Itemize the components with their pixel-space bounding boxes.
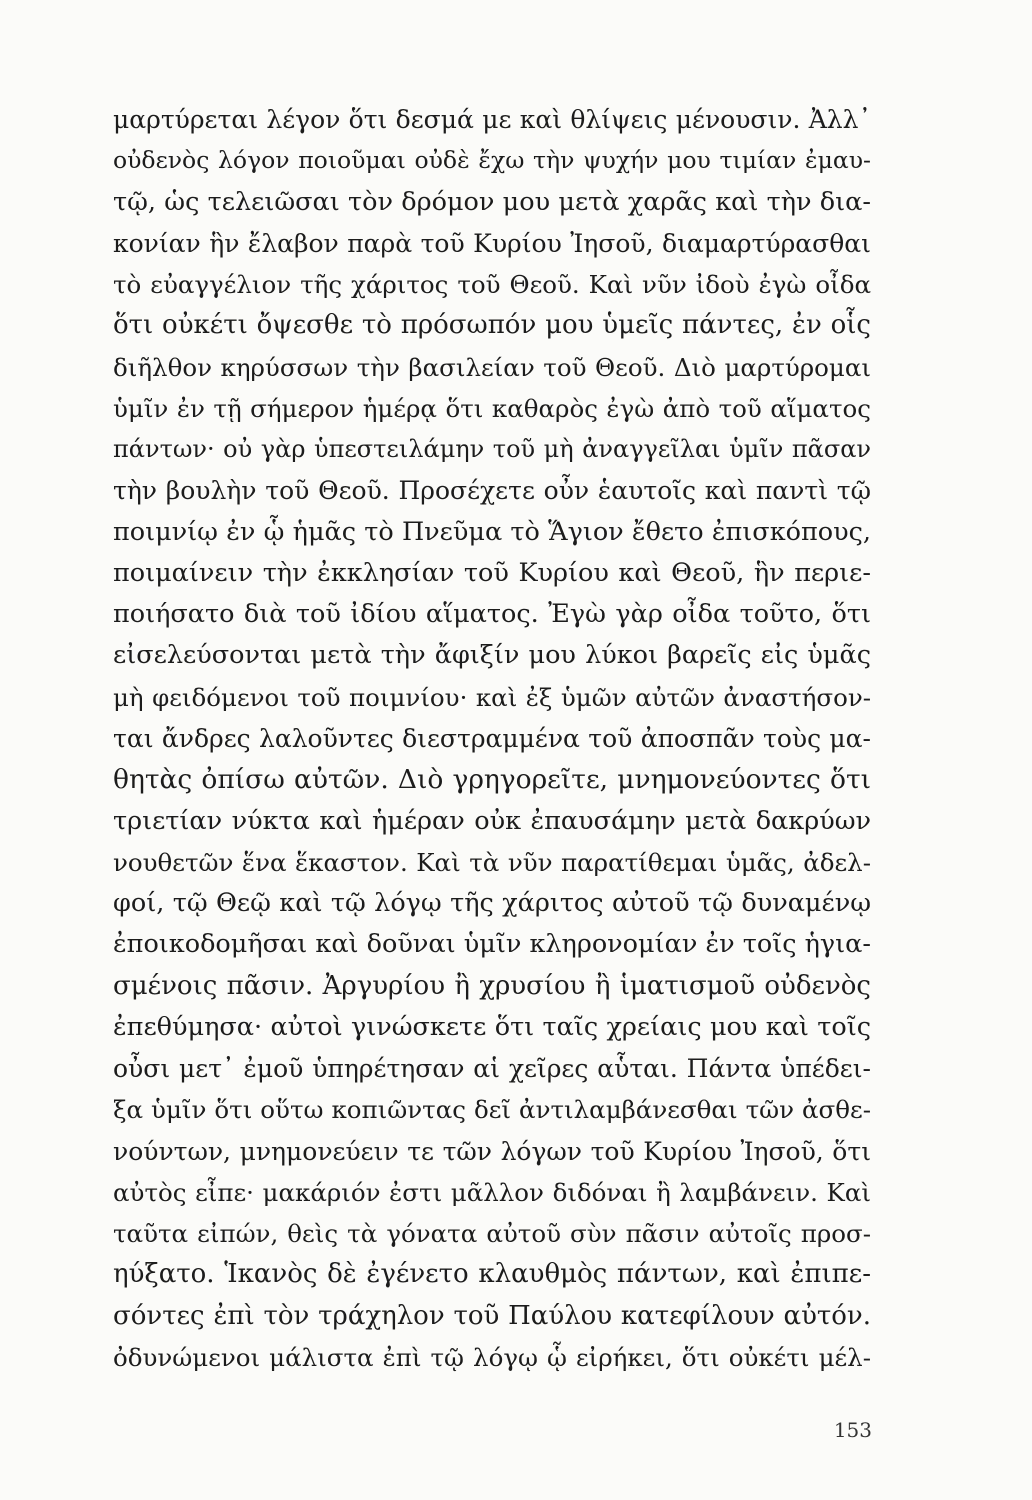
text-line: ξα ὑμῖν ὅτι οὕτω κοπιῶντας δεῖ ἀντιλαμβάνεσθαι τῶν ἀσθε- — [113, 1095, 871, 1125]
text-line: μὴ φειδόμενοι τοῦ ποιμνίου· καὶ ἐξ ὑμῶν αὐτῶν ἀναστήσον- — [113, 682, 871, 712]
text-line: ὅτι οὐκέτι ὄψεσθε τὸ πρόσωπόν μου ὑμεῖς πάντες, ἐν οἷς — [113, 310, 871, 341]
text-line: φοί, τῷ Θεῷ καὶ τῷ λόγῳ τῆς χάριτος αὐτοῦ τῷ δυναμένῳ — [113, 888, 871, 919]
text-line: διῆλθον κηρύσσων τὴν βασιλείαν τοῦ Θεοῦ. Διὸ μαρτύρομαι — [113, 352, 871, 382]
text-line: ταῦτα εἰπών, θεὶς τὰ γόνατα αὐτοῦ σὺν πᾶσιν αὐτοῖς προσ- — [113, 1219, 871, 1249]
text-line: σμένοις πᾶσιν. Ἀργυρίου ἢ χρυσίου ἢ ἱματισμοῦ οὐδενὸς — [113, 970, 871, 1001]
text-line: οὖσι μετ᾿ ἐμοῦ ὑπηρέτησαν αἱ χεῖρες αὗται. Πάντα ὑπέδει- — [113, 1054, 871, 1084]
text-line: τὴν βουλὴν τοῦ Θεοῦ. Προσέχετε οὖν ἑαυτοῖς καὶ παντὶ τῷ — [113, 476, 871, 506]
body-text — [113, 99, 871, 1378]
text-line: νουθετῶν ἕνα ἕκαστον. Καὶ τὰ νῦν παρατίθεμαι ὑμᾶς, ἀδελ- — [113, 847, 871, 877]
text-line: ὑμῖν ἐν τῇ σήμερον ἡμέρᾳ ὅτι καθαρὸς ἐγὼ ἀπὸ τοῦ αἵματος — [113, 393, 871, 423]
text-line: θητὰς ὀπίσω αὐτῶν. Διὸ γρηγορεῖτε, μνημονεύοντες ὅτι — [113, 764, 871, 796]
text-line: μαρτύρεται λέγον ὅτι δεσμά με καὶ θλίψεις μένουσιν. Ἀλλ᾿ — [113, 105, 871, 134]
text-line: τῷ, ὡς τελειῶσαι τὸν δρόμον μου μετὰ χαρᾶς καὶ τὴν δια- — [113, 186, 871, 217]
text-line: πάντων· οὐ γὰρ ὑπεστειλάμην τοῦ μὴ ἀναγγεῖλαι ὑμῖν πᾶσαν — [113, 435, 871, 464]
text-line: ποιμαίνειν τὴν ἐκκλησίαν τοῦ Κυρίου καὶ Θεοῦ, ἣν περιε- — [113, 557, 871, 588]
text-line: ποιμνίῳ ἐν ᾧ ἡμᾶς τὸ Πνεῦμα τὸ Ἅγιον ἔθετο ἐπισκόπους, — [113, 516, 871, 547]
text-line: τριετίαν νύκτα καὶ ἡμέραν οὐκ ἐπαυσάμην μετὰ δακρύων — [113, 805, 871, 836]
text-line: νούντων, μνημονεύειν τε τῶν λόγων τοῦ Κυρίου Ἰησοῦ, ὅτι — [113, 1136, 871, 1166]
text-line: ται ἄνδρες λαλοῦντες διεστραμμένα τοῦ ἀποσπᾶν τοὺς μα- — [113, 723, 871, 753]
text-line: αὐτὸς εἶπε· μακάριόν ἐστι μᾶλλον διδόναι ἢ λαμβάνειν. Καὶ — [113, 1177, 871, 1207]
text-line: ὀδυνώμενοι μάλιστα ἐπὶ τῷ λόγῳ ᾧ εἰρήκει, ὅτι οὐκέτι μέλ- — [113, 1342, 871, 1372]
text-line: οὐδενὸς λόγον ποιοῦμαι οὐδὲ ἔχω τὴν ψυχήν μου τιμίαν ἐμαυ- — [113, 146, 871, 175]
page-number: 153 — [833, 1418, 872, 1442]
text-line: ἐποικοδομῆσαι καὶ δοῦναι ὑμῖν κληρονομίαν ἐν τοῖς ἡγια- — [113, 929, 871, 960]
text-line: εἰσελεύσονται μετὰ τὴν ἄφιξίν μου λύκοι βαρεῖς εἰς ὑμᾶς — [113, 640, 871, 671]
text-line: κονίαν ἣν ἔλαβον παρὰ τοῦ Κυρίου Ἰησοῦ, διαμαρτύρασθαι — [113, 228, 871, 258]
text-line: σόντες ἐπὶ τὸν τράχηλον τοῦ Παύλου κατεφίλουν αὐτόν. — [113, 1300, 871, 1331]
text-line: ἐπεθύμησα· αὐτοὶ γινώσκετε ὅτι ταῖς χρείαις μου καὶ τοῖς — [113, 1011, 871, 1042]
text-line: ηύξατο. Ἱκανὸς δὲ ἐγένετο κλαυθμὸς πάντων, καὶ ἐπιπε- — [113, 1259, 871, 1290]
text-line: τὸ εὐαγγέλιον τῆς χάριτος τοῦ Θεοῦ. Καὶ νῦν ἰδοὺ ἐγὼ οἶδα — [113, 270, 871, 300]
text-line: ποιήσατο διὰ τοῦ ἰδίου αἵματος. Ἐγὼ γὰρ οἶδα τοῦτο, ὅτι — [113, 599, 871, 630]
